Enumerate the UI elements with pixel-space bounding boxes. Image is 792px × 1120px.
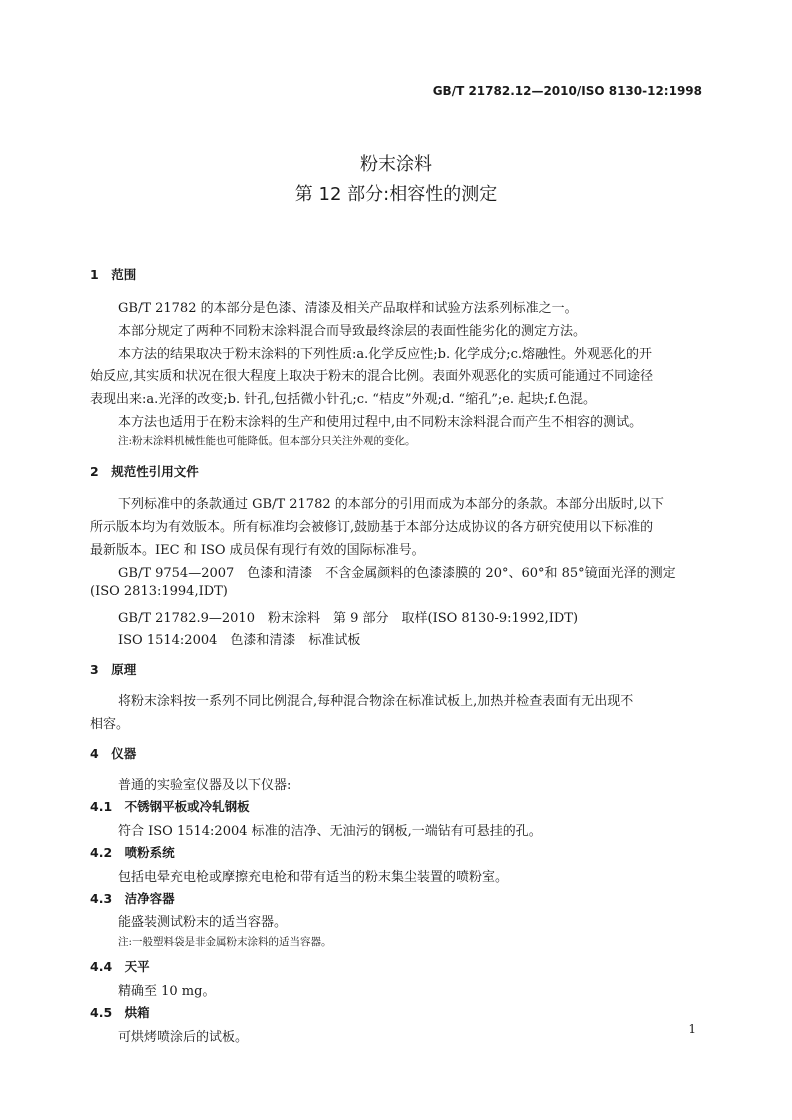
section-1-note: 注:粉末涂料机械性能也可能降低。但本部分只关注外观的变化。 (118, 435, 416, 447)
section-3-paragraph: 相容。 (90, 717, 130, 732)
section-1-heading: 1 范围 (90, 267, 137, 282)
section-1-paragraph: 本方法的结果取决于粉末涂料的下列性质:a.化学反应性;b. 化学成分;c.熔融性。外观恶化的开 (118, 347, 653, 362)
subsection-4-5-heading: 4.5 烘箱 (90, 1005, 150, 1020)
section-1-paragraph: 本部分规定了两种不同粉末涂料混合而导致最终涂层的表面性能劣化的测定方法。 (118, 324, 587, 339)
page-number: 1 (688, 1022, 696, 1036)
subsection-4-3-text: 能盛装测试粉末的适当容器。 (118, 915, 288, 930)
subsection-4-3-heading: 4.3 洁净容器 (90, 891, 175, 906)
reference-entry: ISO 1514:2004 色漆和清漆 标准试板 (118, 633, 361, 648)
subsection-4-4-heading: 4.4 天平 (90, 959, 150, 974)
document-title: 粉末涂料 (360, 154, 432, 175)
subsection-4-2-text: 包括电晕充电枪或摩擦充电枪和带有适当的粉末集尘装置的喷粉室。 (118, 870, 509, 885)
section-3-paragraph: 将粉末涂料按一系列不同比例混合,每种混合物涂在标准试板上,加热并检查表面有无出现不 (118, 694, 634, 709)
reference-entry: GB/T 9754—2007 色漆和清漆 不含金属颜料的色漆漆膜的 20°、60°和 85°镜面光泽的测定 (118, 566, 676, 581)
subsection-4-2-heading: 4.2 喷粉系统 (90, 845, 175, 860)
reference-entry: (ISO 2813:1994,IDT) (90, 584, 228, 599)
section-2-paragraph: 所示版本均为有效版本。所有标准均会被修订,鼓励基于本部分达成协议的各方研究使用以下标准的 (90, 520, 654, 535)
document-code: GB/T 21782.12—2010/ISO 8130-12:1998 (432, 84, 702, 98)
subsection-4-5-text: 可烘烤喷涂后的试板。 (118, 1030, 249, 1045)
subsection-4-1-heading: 4.1 不锈钢平板或冷轧钢板 (90, 799, 250, 814)
section-1-paragraph: 本方法也适用于在粉末涂料的生产和使用过程中,由不同粉末涂料混合而产生不相容的测试。 (118, 415, 643, 430)
section-4-heading: 4 仪器 (90, 746, 137, 761)
subsection-4-3-note: 注:一般塑料袋是非金属粉末涂料的适当容器。 (118, 936, 332, 948)
section-1-paragraph: 表现出来:a.光泽的改变;b. 针孔,包括微小针孔;c. “桔皮”外观;d. “缩孔”;e. 起块;f.色混。 (90, 392, 597, 407)
document-subtitle: 第 12 部分:相容性的测定 (294, 184, 498, 205)
section-2-heading: 2 规范性引用文件 (90, 464, 199, 479)
section-2-paragraph: 下列标准中的条款通过 GB/T 21782 的本部分的引用而成为本部分的条款。本部分出版时,以下 (118, 497, 664, 512)
section-1-paragraph: GB/T 21782 的本部分是色漆、清漆及相关产品取样和试验方法系列标准之一。 (118, 301, 578, 316)
section-1-paragraph: 始反应,其实质和状况在很大程度上取决于粉末的混合比例。表面外观恶化的实质可能通过不同途径 (90, 369, 654, 384)
reference-entry: GB/T 21782.9—2010 粉末涂料 第 9 部分 取样(ISO 8130-9:1992,IDT) (118, 611, 579, 626)
subsection-4-1-text: 符合 ISO 1514:2004 标准的洁净、无油污的钢板,一端钻有可悬挂的孔。 (118, 824, 542, 839)
subsection-4-4-text: 精确至 10 mg。 (118, 984, 216, 999)
section-2-paragraph: 最新版本。IEC 和 ISO 成员保有现行有效的国际标准号。 (90, 543, 425, 558)
section-3-heading: 3 原理 (90, 662, 137, 677)
section-4-intro: 普通的实验室仪器及以下仪器: (118, 778, 292, 793)
